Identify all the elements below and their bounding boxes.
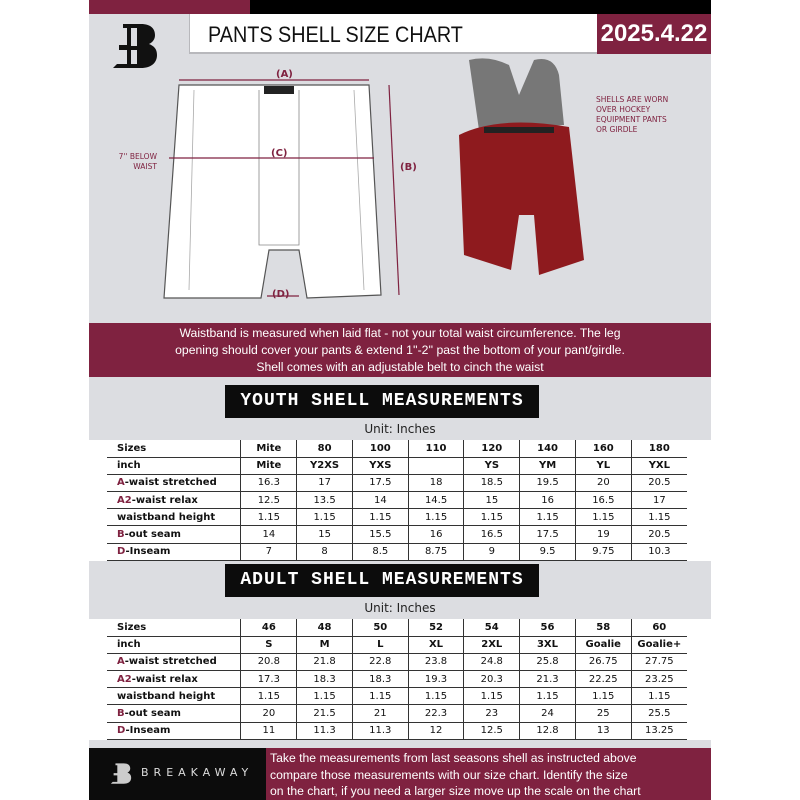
table-cell: 27.75 xyxy=(631,653,687,670)
table-cell: 25.5 xyxy=(631,705,687,722)
table-cell: 21 xyxy=(352,705,408,722)
table-cell: 20.5 xyxy=(631,526,687,543)
table-row xyxy=(107,543,687,560)
row-label xyxy=(107,671,241,688)
red-pants-photo xyxy=(439,55,599,295)
table-cell: 20.8 xyxy=(241,653,297,670)
table-cell: 12.8 xyxy=(520,722,576,739)
table-cell: 1.15 xyxy=(297,509,353,526)
table-cell: YM xyxy=(520,457,576,474)
row-label xyxy=(107,619,241,636)
footer-line: on the chart, if you need a larger size move up the scale on the chart xyxy=(270,784,641,798)
title-box xyxy=(189,14,597,54)
row-label-prefix: A2 xyxy=(117,494,132,506)
row-label-text: -Inseam xyxy=(125,546,171,558)
table-cell: 20.3 xyxy=(464,671,520,688)
table-cell: YL xyxy=(575,457,631,474)
table-cell: 3XL xyxy=(520,636,576,653)
row-label xyxy=(107,543,241,560)
adult-unit: Unit: Inches xyxy=(364,601,436,615)
instruction-line: Shell comes with an adjustable belt to cinch the waist xyxy=(256,360,544,374)
table-cell: 22.25 xyxy=(575,671,631,688)
below-waist-note: 7'' BELOW WAIST xyxy=(118,152,157,171)
label-d: (D) xyxy=(272,289,290,300)
row-label-prefix: D xyxy=(117,725,126,737)
table-cell: 1.15 xyxy=(352,509,408,526)
table-cell: 20 xyxy=(241,705,297,722)
table-cell: 110 xyxy=(408,440,464,457)
page-title: PANTS SHELL SIZE CHART xyxy=(208,22,463,47)
row-label-text: waistband height xyxy=(117,511,216,523)
row-label-prefix: B xyxy=(117,529,125,541)
table-row xyxy=(107,509,687,526)
table-cell: 100 xyxy=(352,440,408,457)
table-row xyxy=(107,440,687,457)
table-cell: 26.75 xyxy=(575,653,631,670)
table-cell: 11 xyxy=(241,722,297,739)
footer-line: Take the measurements from last seasons shell as instructed above xyxy=(270,751,637,765)
table-cell: 18.3 xyxy=(297,671,353,688)
youth-table-container xyxy=(89,440,711,561)
adult-size-table xyxy=(107,619,687,740)
table-cell: 25.8 xyxy=(520,653,576,670)
table-cell: Mite xyxy=(241,457,297,474)
footer-line: compare those measurements with our size chart. Identify the size xyxy=(270,767,628,782)
table-cell: 8.75 xyxy=(408,543,464,560)
row-label-text: -out seam xyxy=(124,529,181,541)
table-cell: 17.5 xyxy=(520,526,576,543)
row-label xyxy=(107,705,241,722)
table-cell: 13.25 xyxy=(631,722,687,739)
label-a: (A) xyxy=(276,69,293,80)
row-label xyxy=(107,492,241,509)
table-cell: 140 xyxy=(520,440,576,457)
table-cell: 23 xyxy=(464,705,520,722)
table-cell: 18 xyxy=(408,474,464,491)
table-cell: 1.15 xyxy=(631,509,687,526)
table-cell: 2XL xyxy=(464,636,520,653)
table-cell: 16.5 xyxy=(575,492,631,509)
table-cell: 16.5 xyxy=(464,526,520,543)
table-cell: 160 xyxy=(575,440,631,457)
row-label-text: -waist relax xyxy=(131,673,198,685)
top-bar xyxy=(250,0,711,14)
top-bar-accent xyxy=(89,0,250,14)
table-cell: 9 xyxy=(464,543,520,560)
table-cell: 17 xyxy=(297,474,353,491)
row-label xyxy=(107,526,241,543)
table-cell: 20.5 xyxy=(631,474,687,491)
table-cell: 80 xyxy=(297,440,353,457)
youth-section-title: YOUTH SHELL MEASUREMENTS xyxy=(225,385,539,418)
brand-name: BREAKAWAY xyxy=(141,766,254,779)
table-cell: 24 xyxy=(520,705,576,722)
table-cell: 19.5 xyxy=(520,474,576,491)
table-cell: 11.3 xyxy=(297,722,353,739)
table-row xyxy=(107,688,687,705)
table-cell: 16 xyxy=(520,492,576,509)
table-cell: 22.8 xyxy=(352,653,408,670)
table-cell: YXL xyxy=(631,457,687,474)
row-label xyxy=(107,688,241,705)
date-badge: 2025.4.22 xyxy=(597,14,711,54)
table-cell: 17.5 xyxy=(352,474,408,491)
table-cell: 1.15 xyxy=(631,688,687,705)
table-cell: 23.8 xyxy=(408,653,464,670)
table-cell: 23.25 xyxy=(631,671,687,688)
table-cell: Goalie xyxy=(575,636,631,653)
table-cell: 15.5 xyxy=(352,526,408,543)
table-cell: Mite xyxy=(241,440,297,457)
table-cell: 14 xyxy=(241,526,297,543)
table-row xyxy=(107,722,687,739)
table-cell: 50 xyxy=(352,619,408,636)
youth-size-table xyxy=(107,440,687,561)
table-row xyxy=(107,653,687,670)
table-cell: 1.15 xyxy=(464,509,520,526)
row-label-text: inch xyxy=(117,639,141,651)
breakaway-logo-icon xyxy=(109,760,133,788)
table-cell: Y2XS xyxy=(297,457,353,474)
table-cell: 16.3 xyxy=(241,474,297,491)
row-label-text: waistband height xyxy=(117,690,216,702)
table-cell: 8 xyxy=(297,543,353,560)
table-cell: 15 xyxy=(464,492,520,509)
table-cell: 17.3 xyxy=(241,671,297,688)
table-cell: 12.5 xyxy=(464,722,520,739)
table-cell: 19 xyxy=(575,526,631,543)
row-label-prefix: B xyxy=(117,708,125,720)
footer-instructions xyxy=(266,748,711,800)
table-cell: YXS xyxy=(352,457,408,474)
table-cell: 7 xyxy=(241,543,297,560)
table-cell: 180 xyxy=(631,440,687,457)
table-cell: 18.3 xyxy=(352,671,408,688)
table-cell: 17 xyxy=(631,492,687,509)
adult-section-title: ADULT SHELL MEASUREMENTS xyxy=(225,564,539,597)
table-cell: 24.8 xyxy=(464,653,520,670)
table-cell: 16 xyxy=(408,526,464,543)
table-cell: 14 xyxy=(352,492,408,509)
row-label xyxy=(107,722,241,739)
table-cell: 25 xyxy=(575,705,631,722)
row-label-text: -waist stretched xyxy=(124,477,217,489)
table-cell xyxy=(408,457,464,474)
table-cell: 58 xyxy=(575,619,631,636)
table-cell: 1.15 xyxy=(520,509,576,526)
table-row xyxy=(107,492,687,509)
table-cell: S xyxy=(241,636,297,653)
row-label xyxy=(107,509,241,526)
row-label xyxy=(107,474,241,491)
table-cell: 10.3 xyxy=(631,543,687,560)
table-cell: 1.15 xyxy=(575,509,631,526)
table-cell: 48 xyxy=(297,619,353,636)
table-cell: 1.15 xyxy=(464,688,520,705)
adult-table-container xyxy=(89,619,711,740)
table-cell: 13 xyxy=(575,722,631,739)
table-cell: 18.5 xyxy=(464,474,520,491)
table-cell: 12 xyxy=(408,722,464,739)
table-cell: 56 xyxy=(520,619,576,636)
table-cell: 21.8 xyxy=(297,653,353,670)
row-label-prefix: A xyxy=(117,656,125,668)
table-row xyxy=(107,619,687,636)
row-label-text: -Inseam xyxy=(125,725,171,737)
row-label-text: Sizes xyxy=(117,621,147,633)
size-chart-page xyxy=(89,0,711,800)
table-cell: 60 xyxy=(631,619,687,636)
row-label-text: Sizes xyxy=(117,442,147,454)
table-row xyxy=(107,474,687,491)
label-c: (C) xyxy=(271,148,288,159)
table-cell: 1.15 xyxy=(352,688,408,705)
table-cell: Goalie+ xyxy=(631,636,687,653)
table-cell: 19.3 xyxy=(408,671,464,688)
table-cell: 1.15 xyxy=(408,688,464,705)
shell-note: SHELLS ARE WORN OVER HOCKEY EQUIPMENT PANTS OR GIRDLE xyxy=(596,95,669,134)
table-cell: L xyxy=(352,636,408,653)
table-cell: 12.5 xyxy=(241,492,297,509)
table-cell: XL xyxy=(408,636,464,653)
table-cell: 1.15 xyxy=(520,688,576,705)
table-cell: 15 xyxy=(297,526,353,543)
row-label-prefix: A2 xyxy=(117,673,132,685)
row-label-text: -waist stretched xyxy=(124,656,217,668)
table-cell: M xyxy=(297,636,353,653)
table-cell: 9.5 xyxy=(520,543,576,560)
table-cell: 13.5 xyxy=(297,492,353,509)
table-cell: 9.75 xyxy=(575,543,631,560)
table-row xyxy=(107,457,687,474)
table-cell: 21.3 xyxy=(520,671,576,688)
row-label xyxy=(107,653,241,670)
row-label-text: inch xyxy=(117,460,141,472)
table-cell: 8.5 xyxy=(352,543,408,560)
table-cell: 11.3 xyxy=(352,722,408,739)
table-row xyxy=(107,705,687,722)
table-cell: 1.15 xyxy=(408,509,464,526)
youth-unit: Unit: Inches xyxy=(364,422,436,436)
table-cell: 52 xyxy=(408,619,464,636)
table-cell: 22.3 xyxy=(408,705,464,722)
table-cell: 1.15 xyxy=(297,688,353,705)
table-cell: 1.15 xyxy=(241,688,297,705)
instruction-line: Waistband is measured when laid flat - not your total waist circumference. The leg xyxy=(179,326,621,340)
row-label-text: -waist relax xyxy=(131,494,198,506)
row-label-text: -out seam xyxy=(124,708,181,720)
row-label xyxy=(107,440,241,457)
table-row xyxy=(107,671,687,688)
table-row xyxy=(107,636,687,653)
measurement-instructions xyxy=(89,323,711,377)
table-cell: 46 xyxy=(241,619,297,636)
table-cell: 54 xyxy=(464,619,520,636)
table-cell: 1.15 xyxy=(575,688,631,705)
row-label xyxy=(107,457,241,474)
table-cell: 14.5 xyxy=(408,492,464,509)
table-cell: 20 xyxy=(575,474,631,491)
label-b: (B) xyxy=(400,162,417,173)
table-row xyxy=(107,526,687,543)
table-cell: 21.5 xyxy=(297,705,353,722)
row-label xyxy=(107,636,241,653)
pants-outline-diagram xyxy=(149,60,439,310)
row-label-prefix: D xyxy=(117,546,126,558)
table-cell: 120 xyxy=(464,440,520,457)
instruction-line: opening should cover your pants & extend 1''-2'' past the bottom of your pant/girdle. xyxy=(175,343,625,357)
table-cell: 1.15 xyxy=(241,509,297,526)
footer-brand xyxy=(89,748,266,800)
table-cell: YS xyxy=(464,457,520,474)
row-label-prefix: A xyxy=(117,477,125,489)
